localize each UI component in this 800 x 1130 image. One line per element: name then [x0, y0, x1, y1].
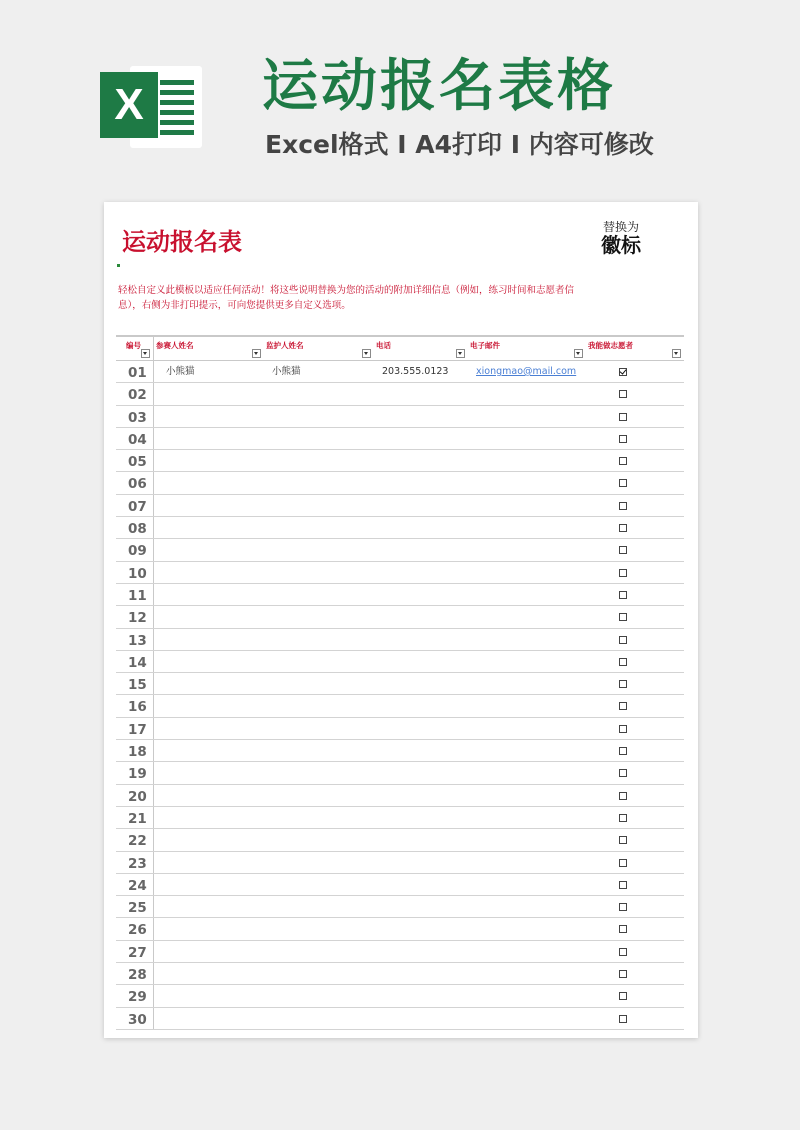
cell-phone[interactable]: [374, 428, 468, 449]
cell-participant[interactable]: [154, 1008, 264, 1029]
table-row: [116, 740, 684, 762]
cell-participant[interactable]: [154, 896, 264, 917]
header-label: 监护人姓名: [266, 341, 304, 350]
cell-text: 小熊猫: [166, 366, 195, 377]
row-number: 18: [116, 740, 154, 761]
cell-participant[interactable]: [154, 651, 264, 672]
volunteer-checkbox-icon[interactable]: [619, 569, 627, 577]
cell-participant[interactable]: [154, 606, 264, 627]
logo-placeholder-line1: 替换为: [602, 220, 639, 234]
cell-phone[interactable]: [374, 406, 468, 427]
volunteer-checkbox-icon[interactable]: [619, 479, 627, 487]
table-row: [116, 762, 684, 784]
cell-participant[interactable]: [154, 829, 264, 850]
cell-guardian[interactable]: [264, 450, 374, 471]
cell-email[interactable]: [468, 361, 586, 382]
table-row: [116, 517, 684, 539]
header-col-guardian: [264, 337, 374, 360]
row-number: 26: [116, 918, 154, 939]
row-number: 22: [116, 829, 154, 850]
cell-email[interactable]: [468, 539, 586, 560]
volunteer-checkbox-icon[interactable]: [619, 680, 627, 688]
cell-guardian[interactable]: [264, 762, 374, 783]
promo-subtitle: Excel格式 I A4打印 I 内容可修改: [265, 130, 654, 159]
cell-guardian[interactable]: [264, 718, 374, 739]
volunteer-checkbox-icon[interactable]: [619, 524, 627, 532]
table-row: [116, 406, 684, 428]
cell-email[interactable]: [468, 673, 586, 694]
cell-guardian[interactable]: [264, 695, 374, 716]
row-number: 28: [116, 963, 154, 984]
row-number: 14: [116, 651, 154, 672]
volunteer-checkbox-icon[interactable]: [619, 859, 627, 867]
excel-sheet-rows: [160, 80, 194, 140]
cell-guardian[interactable]: [264, 807, 374, 828]
row-number: 30: [116, 1008, 154, 1029]
cell-phone[interactable]: [374, 472, 468, 493]
cell-email[interactable]: [468, 450, 586, 471]
cell-email[interactable]: [468, 718, 586, 739]
email-link[interactable]: xiongmao@mail.com: [476, 366, 577, 377]
cell-participant[interactable]: [154, 785, 264, 806]
volunteer-checkbox-icon[interactable]: [619, 702, 627, 710]
row-number: 12: [116, 606, 154, 627]
volunteer-checkbox-icon[interactable]: [619, 435, 627, 443]
cell-phone[interactable]: [374, 896, 468, 917]
table-row: [116, 807, 684, 829]
cell-email[interactable]: [468, 807, 586, 828]
signup-table: [116, 335, 684, 1030]
row-number: 03: [116, 406, 154, 427]
cell-email[interactable]: [468, 740, 586, 761]
row-number: 13: [116, 629, 154, 650]
header-label: 电子邮件: [470, 341, 500, 350]
cell-phone[interactable]: [374, 1008, 468, 1029]
cell-guardian[interactable]: [264, 606, 374, 627]
row-number: 09: [116, 539, 154, 560]
cell-guardian[interactable]: [264, 918, 374, 939]
table-row: [116, 673, 684, 695]
row-number: 25: [116, 896, 154, 917]
cell-email[interactable]: [468, 472, 586, 493]
cell-text: 203.555.0123: [382, 366, 449, 377]
cell-phone[interactable]: [374, 718, 468, 739]
cell-phone[interactable]: [374, 584, 468, 605]
table-row: [116, 383, 684, 405]
header-label: 编号: [126, 341, 141, 350]
cell-phone[interactable]: [374, 361, 468, 382]
cell-email[interactable]: [468, 517, 586, 538]
cell-email[interactable]: [468, 762, 586, 783]
cell-participant[interactable]: [154, 406, 264, 427]
volunteer-checkbox-icon[interactable]: [619, 413, 627, 421]
dropdown-arrow-icon[interactable]: [252, 349, 261, 358]
promo-title: 运动报名表格: [262, 54, 616, 119]
row-number: 29: [116, 985, 154, 1006]
volunteer-checkbox-icon[interactable]: [619, 457, 627, 465]
dropdown-arrow-icon[interactable]: [672, 349, 681, 358]
volunteer-checkbox-icon[interactable]: [619, 792, 627, 800]
cell-participant[interactable]: [154, 740, 264, 761]
volunteer-checkbox-icon[interactable]: [619, 814, 627, 822]
table-row: [116, 695, 684, 717]
table-row: [116, 718, 684, 740]
header-col-participant: [154, 337, 264, 360]
cell-phone[interactable]: [374, 762, 468, 783]
cell-email[interactable]: [468, 852, 586, 873]
volunteer-checkbox-icon[interactable]: [619, 658, 627, 666]
table-row: [116, 852, 684, 874]
table-row: [116, 829, 684, 851]
volunteer-checkbox-icon[interactable]: [619, 836, 627, 844]
header-label: 我能做志愿者: [588, 341, 633, 350]
header-col-email: [468, 337, 586, 360]
volunteer-checkbox-icon[interactable]: [619, 925, 627, 933]
table-row: [116, 361, 684, 383]
table-row: [116, 963, 684, 985]
cell-participant[interactable]: [154, 383, 264, 404]
cell-participant[interactable]: [154, 562, 264, 583]
cell-participant[interactable]: [154, 941, 264, 962]
cell-participant[interactable]: [154, 361, 264, 382]
table-row: [116, 629, 684, 651]
cell-email[interactable]: [468, 1008, 586, 1029]
table-body: [116, 361, 684, 1030]
cell-phone[interactable]: [374, 606, 468, 627]
row-number: 04: [116, 428, 154, 449]
cell-phone[interactable]: [374, 918, 468, 939]
cell-guardian[interactable]: [264, 361, 374, 382]
dropdown-arrow-icon[interactable]: [362, 349, 371, 358]
excel-x-letter: X: [100, 72, 158, 138]
volunteer-checkbox-icon[interactable]: [619, 992, 627, 1000]
row-number: 19: [116, 762, 154, 783]
form-title[interactable]: 运动报名表: [122, 228, 242, 256]
cell-guardian[interactable]: [264, 406, 374, 427]
excel-logo-icon: [100, 58, 204, 154]
table-row: [116, 785, 684, 807]
cell-guardian[interactable]: [264, 985, 374, 1006]
cell-email[interactable]: [468, 629, 586, 650]
table-row: [116, 1008, 684, 1030]
cell-guardian[interactable]: [264, 829, 374, 850]
cell-phone[interactable]: [374, 874, 468, 895]
table-row: [116, 606, 684, 628]
cell-email[interactable]: [468, 562, 586, 583]
cell-email[interactable]: [468, 785, 586, 806]
cell-phone[interactable]: [374, 562, 468, 583]
header-col-phone: [374, 337, 468, 360]
cell-phone[interactable]: [374, 807, 468, 828]
row-number: 23: [116, 852, 154, 873]
cell-guardian[interactable]: [264, 651, 374, 672]
volunteer-checkbox-icon[interactable]: [619, 613, 627, 621]
cell-guardian[interactable]: [264, 629, 374, 650]
cell-phone[interactable]: [374, 829, 468, 850]
cell-phone[interactable]: [374, 985, 468, 1006]
cell-guardian[interactable]: [264, 517, 374, 538]
volunteer-checkbox-icon[interactable]: [619, 1015, 627, 1023]
table-row: [116, 450, 684, 472]
cell-email[interactable]: [468, 383, 586, 404]
dropdown-arrow-icon[interactable]: [456, 349, 465, 358]
cell-phone[interactable]: [374, 517, 468, 538]
cell-guardian[interactable]: [264, 383, 374, 404]
cell-marker: [117, 264, 120, 267]
cell-participant[interactable]: [154, 762, 264, 783]
volunteer-checkbox-icon[interactable]: [619, 546, 627, 554]
cell-participant[interactable]: [154, 695, 264, 716]
cell-email[interactable]: [468, 695, 586, 716]
cell-participant[interactable]: [154, 963, 264, 984]
cell-phone[interactable]: [374, 740, 468, 761]
cell-email[interactable]: [468, 584, 586, 605]
row-number: 17: [116, 718, 154, 739]
volunteer-checkbox-icon[interactable]: [619, 881, 627, 889]
dropdown-arrow-icon[interactable]: [574, 349, 583, 358]
volunteer-checkbox-icon[interactable]: [619, 970, 627, 978]
cell-email[interactable]: [468, 985, 586, 1006]
cell-email[interactable]: [468, 406, 586, 427]
cell-guardian[interactable]: [264, 539, 374, 560]
volunteer-checkbox-icon[interactable]: [619, 903, 627, 911]
cell-guardian[interactable]: [264, 740, 374, 761]
cell-guardian[interactable]: [264, 852, 374, 873]
row-number: 07: [116, 495, 154, 516]
table-row: [116, 584, 684, 606]
cell-participant[interactable]: [154, 539, 264, 560]
cell-participant[interactable]: [154, 517, 264, 538]
cell-email[interactable]: [468, 829, 586, 850]
cell-participant[interactable]: [154, 673, 264, 694]
cell-phone[interactable]: [374, 629, 468, 650]
row-number: 08: [116, 517, 154, 538]
dropdown-arrow-icon[interactable]: [141, 349, 150, 358]
cell-guardian[interactable]: [264, 963, 374, 984]
cell-guardian[interactable]: [264, 941, 374, 962]
row-number: 02: [116, 383, 154, 404]
cell-guardian[interactable]: [264, 584, 374, 605]
row-number: 16: [116, 695, 154, 716]
cell-phone[interactable]: [374, 695, 468, 716]
form-paper: [104, 202, 698, 1038]
cell-email[interactable]: [468, 651, 586, 672]
cell-phone[interactable]: [374, 673, 468, 694]
cell-phone[interactable]: [374, 450, 468, 471]
row-number: 11: [116, 584, 154, 605]
cell-guardian[interactable]: [264, 785, 374, 806]
cell-participant[interactable]: [154, 985, 264, 1006]
table-row: [116, 985, 684, 1007]
cell-participant[interactable]: [154, 874, 264, 895]
cell-email[interactable]: [468, 495, 586, 516]
volunteer-checkbox-icon[interactable]: [619, 502, 627, 510]
logo-placeholder-line2: 徽标: [601, 233, 641, 257]
cell-phone[interactable]: [374, 495, 468, 516]
cell-participant[interactable]: [154, 852, 264, 873]
header-label: 电话: [376, 341, 391, 350]
cell-email[interactable]: [468, 428, 586, 449]
row-number: 21: [116, 807, 154, 828]
cell-phone[interactable]: [374, 383, 468, 404]
cell-email[interactable]: [468, 963, 586, 984]
volunteer-checkbox-icon[interactable]: [619, 591, 627, 599]
table-row: [116, 874, 684, 896]
cell-phone[interactable]: [374, 539, 468, 560]
row-number: 15: [116, 673, 154, 694]
table-row: [116, 651, 684, 673]
cell-guardian[interactable]: [264, 562, 374, 583]
header-label: 参赛人姓名: [156, 341, 194, 350]
cell-email[interactable]: [468, 941, 586, 962]
cell-participant[interactable]: [154, 629, 264, 650]
cell-email[interactable]: [468, 606, 586, 627]
cell-guardian[interactable]: [264, 874, 374, 895]
logo-placeholder[interactable]: [586, 220, 656, 256]
cell-phone[interactable]: [374, 963, 468, 984]
cell-email[interactable]: [468, 874, 586, 895]
table-row: [116, 896, 684, 918]
volunteer-checkbox-icon[interactable]: [619, 390, 627, 398]
volunteer-checkbox-icon[interactable]: [619, 368, 627, 376]
cell-participant[interactable]: [154, 584, 264, 605]
table-row: [116, 918, 684, 940]
row-number: 27: [116, 941, 154, 962]
cell-participant[interactable]: [154, 472, 264, 493]
row-number: 01: [116, 361, 154, 382]
table-header: [116, 335, 684, 361]
header-col-volunteer: [586, 337, 684, 360]
cell-participant[interactable]: [154, 495, 264, 516]
cell-participant[interactable]: [154, 718, 264, 739]
cell-participant[interactable]: [154, 428, 264, 449]
volunteer-checkbox-icon[interactable]: [619, 769, 627, 777]
cell-participant[interactable]: [154, 918, 264, 939]
table-row: [116, 428, 684, 450]
header-col-number: [116, 337, 154, 360]
table-row: [116, 539, 684, 561]
cell-guardian[interactable]: [264, 495, 374, 516]
cell-phone[interactable]: [374, 785, 468, 806]
table-row: [116, 472, 684, 494]
cell-guardian[interactable]: [264, 1008, 374, 1029]
cell-phone[interactable]: [374, 651, 468, 672]
cell-guardian[interactable]: [264, 472, 374, 493]
table-row: [116, 562, 684, 584]
table-row: [116, 495, 684, 517]
volunteer-checkbox-icon[interactable]: [619, 747, 627, 755]
cell-participant[interactable]: [154, 807, 264, 828]
cell-guardian[interactable]: [264, 673, 374, 694]
volunteer-checkbox-icon[interactable]: [619, 725, 627, 733]
row-number: 20: [116, 785, 154, 806]
cell-guardian[interactable]: [264, 896, 374, 917]
volunteer-checkbox-icon[interactable]: [619, 948, 627, 956]
table-row: [116, 941, 684, 963]
cell-email[interactable]: [468, 918, 586, 939]
row-number: 06: [116, 472, 154, 493]
cell-participant[interactable]: [154, 450, 264, 471]
cell-guardian[interactable]: [264, 428, 374, 449]
instructions-text[interactable]: 轻松自定义此模板以适应任何活动！将这些说明替换为您的活动的附加详细信息（例如，练习时间和志愿者信息），右侧为非打印提示，可向您提供更多自定义选项。: [118, 285, 575, 311]
row-number: 24: [116, 874, 154, 895]
cell-phone[interactable]: [374, 852, 468, 873]
volunteer-checkbox-icon[interactable]: [619, 636, 627, 644]
cell-email[interactable]: [468, 896, 586, 917]
row-number: 10: [116, 562, 154, 583]
row-number: 05: [116, 450, 154, 471]
cell-text: 小熊猫: [272, 366, 301, 377]
cell-phone[interactable]: [374, 941, 468, 962]
